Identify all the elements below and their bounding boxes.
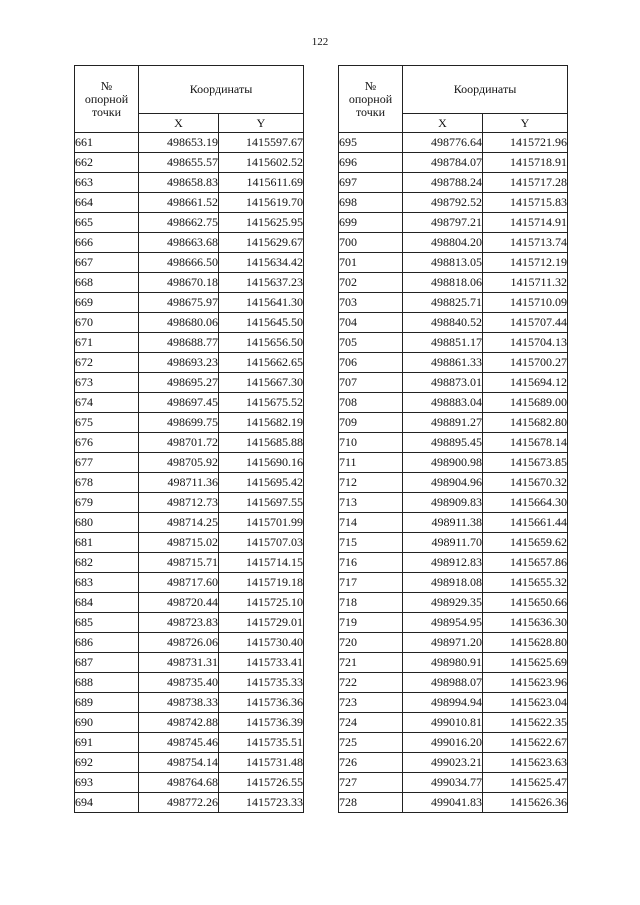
x-coordinate-cell: 498720.44 — [139, 593, 219, 613]
x-coordinate-cell: 498861.33 — [403, 353, 483, 373]
point-number-cell: 699 — [339, 213, 403, 233]
y-coordinate-cell: 1415636.30 — [483, 613, 568, 633]
point-number-cell: 685 — [75, 613, 139, 633]
y-coordinate-cell: 1415682.80 — [483, 413, 568, 433]
y-coordinate-cell: 1415697.55 — [219, 493, 304, 513]
y-coordinate-cell: 1415723.33 — [219, 793, 304, 813]
point-number-cell: 682 — [75, 553, 139, 573]
point-number-cell: 694 — [75, 793, 139, 813]
table-row — [75, 353, 304, 373]
x-coordinate-cell: 498711.36 — [139, 473, 219, 493]
y-coordinate-cell: 1415711.32 — [483, 273, 568, 293]
table-body-right — [339, 133, 568, 813]
point-number-cell: 703 — [339, 293, 403, 313]
point-number-cell: 705 — [339, 333, 403, 353]
table-row — [339, 593, 568, 613]
point-number-cell: 666 — [75, 233, 139, 253]
x-coordinate-cell: 499010.81 — [403, 713, 483, 733]
y-coordinate-cell: 1415710.09 — [483, 293, 568, 313]
point-number-cell: 702 — [339, 273, 403, 293]
y-coordinate-cell: 1415725.10 — [219, 593, 304, 613]
point-number-cell: 683 — [75, 573, 139, 593]
point-number-cell: 707 — [339, 373, 403, 393]
y-coordinate-cell: 1415602.52 — [219, 153, 304, 173]
point-number-cell: 691 — [75, 733, 139, 753]
point-number-cell: 661 — [75, 133, 139, 153]
x-coordinate-cell: 498954.95 — [403, 613, 483, 633]
x-coordinate-cell: 498693.23 — [139, 353, 219, 373]
table-row — [75, 273, 304, 293]
point-number-cell: 723 — [339, 693, 403, 713]
point-number-cell: 667 — [75, 253, 139, 273]
table-row — [339, 713, 568, 733]
point-number-cell: 713 — [339, 493, 403, 513]
point-number-cell: 689 — [75, 693, 139, 713]
y-coordinate-cell: 1415712.19 — [483, 253, 568, 273]
table-row — [75, 573, 304, 593]
x-coordinate-cell: 498714.25 — [139, 513, 219, 533]
point-number-cell: 704 — [339, 313, 403, 333]
y-coordinate-cell: 1415637.23 — [219, 273, 304, 293]
x-coordinate-cell: 498723.83 — [139, 613, 219, 633]
table-row — [339, 213, 568, 233]
y-coordinate-cell: 1415733.41 — [219, 653, 304, 673]
point-number-cell: 727 — [339, 773, 403, 793]
point-number-cell: 717 — [339, 573, 403, 593]
x-coordinate-cell: 499023.21 — [403, 753, 483, 773]
y-coordinate-cell: 1415622.67 — [483, 733, 568, 753]
x-coordinate-cell: 498675.97 — [139, 293, 219, 313]
point-number-cell: 695 — [339, 133, 403, 153]
x-coordinate-cell: 498988.07 — [403, 673, 483, 693]
x-coordinate-cell: 498980.91 — [403, 653, 483, 673]
x-coordinate-cell: 498851.17 — [403, 333, 483, 353]
table-row — [75, 313, 304, 333]
table-row — [75, 713, 304, 733]
x-coordinate-cell: 498666.50 — [139, 253, 219, 273]
x-coordinate-cell: 498909.83 — [403, 493, 483, 513]
table-row — [75, 293, 304, 313]
x-coordinate-cell: 498883.04 — [403, 393, 483, 413]
y-coordinate-cell: 1415729.01 — [219, 613, 304, 633]
x-coordinate-cell: 498680.06 — [139, 313, 219, 333]
x-coordinate-cell: 498900.98 — [403, 453, 483, 473]
x-coordinate-cell: 498754.14 — [139, 753, 219, 773]
point-number-cell: 672 — [75, 353, 139, 373]
x-coordinate-cell: 498784.07 — [403, 153, 483, 173]
table-row — [75, 473, 304, 493]
table-row — [339, 733, 568, 753]
y-coordinate-cell: 1415694.12 — [483, 373, 568, 393]
table-row — [339, 573, 568, 593]
coordinates-table-right — [338, 65, 568, 813]
y-coordinate-cell: 1415641.30 — [219, 293, 304, 313]
point-number-cell: 690 — [75, 713, 139, 733]
y-coordinate-cell: 1415714.15 — [219, 553, 304, 573]
y-coordinate-cell: 1415731.48 — [219, 753, 304, 773]
table-row — [339, 293, 568, 313]
table-row — [75, 433, 304, 453]
table-row — [75, 633, 304, 653]
y-coordinate-cell: 1415664.30 — [483, 493, 568, 513]
point-number-cell: 662 — [75, 153, 139, 173]
page-number: 122 — [311, 36, 329, 48]
table-row — [339, 493, 568, 513]
point-number-cell: 671 — [75, 333, 139, 353]
x-coordinate-cell: 498662.75 — [139, 213, 219, 233]
table-row — [339, 753, 568, 773]
y-coordinate-cell: 1415626.36 — [483, 793, 568, 813]
table-row — [75, 233, 304, 253]
table-row — [75, 673, 304, 693]
coordinates-header: Координаты — [403, 66, 568, 114]
table-row — [339, 173, 568, 193]
table-row — [339, 553, 568, 573]
table-row — [339, 793, 568, 813]
table-row — [339, 533, 568, 553]
x-coordinate-cell: 498705.92 — [139, 453, 219, 473]
y-coordinate-cell: 1415625.47 — [483, 773, 568, 793]
table-row — [75, 653, 304, 673]
point-number-cell: 674 — [75, 393, 139, 413]
y-coordinate-cell: 1415657.86 — [483, 553, 568, 573]
point-number-cell: 676 — [75, 433, 139, 453]
table-row — [339, 453, 568, 473]
y-coordinate-cell: 1415597.67 — [219, 133, 304, 153]
table-body-left — [75, 133, 304, 813]
x-coordinate-cell: 498873.01 — [403, 373, 483, 393]
x-coordinate-cell: 498658.83 — [139, 173, 219, 193]
x-coordinate-cell: 498840.52 — [403, 313, 483, 333]
y-coordinate-cell: 1415726.55 — [219, 773, 304, 793]
y-header: Y — [483, 114, 568, 133]
point-number-cell: 722 — [339, 673, 403, 693]
x-coordinate-cell: 498653.19 — [139, 133, 219, 153]
x-coordinate-cell: 498712.73 — [139, 493, 219, 513]
table-row — [75, 733, 304, 753]
y-coordinate-cell: 1415690.16 — [219, 453, 304, 473]
table-row — [75, 533, 304, 553]
y-coordinate-cell: 1415695.42 — [219, 473, 304, 493]
table-row — [339, 473, 568, 493]
table-row — [75, 453, 304, 473]
x-coordinate-cell: 498813.05 — [403, 253, 483, 273]
coordinates-header: Координаты — [139, 66, 304, 114]
x-coordinate-cell: 498699.75 — [139, 413, 219, 433]
y-coordinate-cell: 1415682.19 — [219, 413, 304, 433]
x-coordinate-cell: 498735.40 — [139, 673, 219, 693]
y-coordinate-cell: 1415719.18 — [219, 573, 304, 593]
table-row — [339, 393, 568, 413]
table-row — [339, 693, 568, 713]
point-number-cell: 668 — [75, 273, 139, 293]
y-coordinate-cell: 1415625.69 — [483, 653, 568, 673]
table-row — [339, 613, 568, 633]
point-number-cell: 720 — [339, 633, 403, 653]
y-coordinate-cell: 1415662.65 — [219, 353, 304, 373]
y-coordinate-cell: 1415735.51 — [219, 733, 304, 753]
point-number-cell: 701 — [339, 253, 403, 273]
y-coordinate-cell: 1415661.44 — [483, 513, 568, 533]
y-coordinate-cell: 1415721.96 — [483, 133, 568, 153]
y-coordinate-cell: 1415685.88 — [219, 433, 304, 453]
y-header: Y — [219, 114, 304, 133]
y-coordinate-cell: 1415701.99 — [219, 513, 304, 533]
table-row — [75, 253, 304, 273]
x-coordinate-cell: 498929.35 — [403, 593, 483, 613]
y-coordinate-cell: 1415673.85 — [483, 453, 568, 473]
x-coordinate-cell: 498904.96 — [403, 473, 483, 493]
x-coordinate-cell: 498895.45 — [403, 433, 483, 453]
y-coordinate-cell: 1415707.03 — [219, 533, 304, 553]
x-coordinate-cell: 498891.27 — [403, 413, 483, 433]
table-row — [339, 773, 568, 793]
point-number-cell: 665 — [75, 213, 139, 233]
point-number-cell: 696 — [339, 153, 403, 173]
y-coordinate-cell: 1415715.83 — [483, 193, 568, 213]
point-number-header: № опорной точки — [339, 66, 403, 133]
table-row — [339, 673, 568, 693]
table-row — [75, 133, 304, 153]
x-coordinate-cell: 498717.60 — [139, 573, 219, 593]
point-number-cell: 725 — [339, 733, 403, 753]
point-number-cell: 718 — [339, 593, 403, 613]
x-coordinate-cell: 498776.64 — [403, 133, 483, 153]
point-number-cell: 724 — [339, 713, 403, 733]
point-number-cell: 678 — [75, 473, 139, 493]
y-coordinate-cell: 1415736.36 — [219, 693, 304, 713]
x-coordinate-cell: 498911.70 — [403, 533, 483, 553]
table-row — [75, 393, 304, 413]
x-coordinate-cell: 498670.18 — [139, 273, 219, 293]
point-number-cell: 670 — [75, 313, 139, 333]
x-coordinate-cell: 498697.45 — [139, 393, 219, 413]
y-coordinate-cell: 1415623.63 — [483, 753, 568, 773]
x-coordinate-cell: 498731.31 — [139, 653, 219, 673]
y-coordinate-cell: 1415717.28 — [483, 173, 568, 193]
x-coordinate-cell: 498825.71 — [403, 293, 483, 313]
table-row — [339, 513, 568, 533]
point-number-cell: 711 — [339, 453, 403, 473]
y-coordinate-cell: 1415619.70 — [219, 193, 304, 213]
point-number-cell: 721 — [339, 653, 403, 673]
y-coordinate-cell: 1415700.27 — [483, 353, 568, 373]
point-number-cell: 712 — [339, 473, 403, 493]
point-number-cell: 716 — [339, 553, 403, 573]
x-coordinate-cell: 498715.02 — [139, 533, 219, 553]
table-row — [339, 253, 568, 273]
y-coordinate-cell: 1415659.62 — [483, 533, 568, 553]
y-coordinate-cell: 1415667.30 — [219, 373, 304, 393]
point-number-cell: 726 — [339, 753, 403, 773]
y-coordinate-cell: 1415656.50 — [219, 333, 304, 353]
table-row — [339, 413, 568, 433]
table-row — [75, 753, 304, 773]
y-coordinate-cell: 1415645.50 — [219, 313, 304, 333]
table-row — [75, 213, 304, 233]
y-coordinate-cell: 1415623.96 — [483, 673, 568, 693]
table-row — [75, 493, 304, 513]
point-number-cell: 684 — [75, 593, 139, 613]
point-number-cell: 706 — [339, 353, 403, 373]
x-coordinate-cell: 498715.71 — [139, 553, 219, 573]
x-coordinate-cell: 498726.06 — [139, 633, 219, 653]
x-coordinate-cell: 498792.52 — [403, 193, 483, 213]
table-row — [75, 553, 304, 573]
table-row — [75, 613, 304, 633]
y-coordinate-cell: 1415675.52 — [219, 393, 304, 413]
point-number-cell: 686 — [75, 633, 139, 653]
point-number-cell: 664 — [75, 193, 139, 213]
table-row — [339, 233, 568, 253]
table-row — [75, 693, 304, 713]
y-coordinate-cell: 1415704.13 — [483, 333, 568, 353]
point-number-cell: 675 — [75, 413, 139, 433]
point-number-cell: 677 — [75, 453, 139, 473]
table-row — [339, 653, 568, 673]
y-coordinate-cell: 1415650.66 — [483, 593, 568, 613]
point-number-cell: 698 — [339, 193, 403, 213]
point-number-cell: 692 — [75, 753, 139, 773]
point-number-cell: 714 — [339, 513, 403, 533]
x-header: X — [139, 114, 219, 133]
x-coordinate-cell: 498818.06 — [403, 273, 483, 293]
x-coordinate-cell: 498738.33 — [139, 693, 219, 713]
table-row — [339, 333, 568, 353]
x-coordinate-cell: 498695.27 — [139, 373, 219, 393]
x-coordinate-cell: 498661.52 — [139, 193, 219, 213]
table-row — [339, 373, 568, 393]
y-coordinate-cell: 1415689.00 — [483, 393, 568, 413]
table-row — [75, 173, 304, 193]
x-coordinate-cell: 498971.20 — [403, 633, 483, 653]
y-coordinate-cell: 1415670.32 — [483, 473, 568, 493]
x-coordinate-cell: 499016.20 — [403, 733, 483, 753]
x-coordinate-cell: 498911.38 — [403, 513, 483, 533]
y-coordinate-cell: 1415628.80 — [483, 633, 568, 653]
y-coordinate-cell: 1415622.35 — [483, 713, 568, 733]
x-coordinate-cell: 498918.08 — [403, 573, 483, 593]
table-row — [75, 333, 304, 353]
table-row — [339, 193, 568, 213]
table-row — [339, 273, 568, 293]
x-coordinate-cell: 498788.24 — [403, 173, 483, 193]
x-coordinate-cell: 499041.83 — [403, 793, 483, 813]
y-coordinate-cell: 1415623.04 — [483, 693, 568, 713]
point-number-cell: 680 — [75, 513, 139, 533]
point-number-cell: 708 — [339, 393, 403, 413]
x-coordinate-cell: 498742.88 — [139, 713, 219, 733]
y-coordinate-cell: 1415611.69 — [219, 173, 304, 193]
table-row — [75, 513, 304, 533]
table-row — [339, 433, 568, 453]
point-number-cell: 663 — [75, 173, 139, 193]
table-row — [75, 793, 304, 813]
table-row — [339, 133, 568, 153]
table-row — [75, 373, 304, 393]
y-coordinate-cell: 1415629.67 — [219, 233, 304, 253]
y-coordinate-cell: 1415634.42 — [219, 253, 304, 273]
table-row — [75, 153, 304, 173]
point-number-cell: 715 — [339, 533, 403, 553]
y-coordinate-cell: 1415678.14 — [483, 433, 568, 453]
table-row — [339, 153, 568, 173]
x-coordinate-cell: 498764.68 — [139, 773, 219, 793]
coordinates-table-left — [74, 65, 304, 813]
x-coordinate-cell: 498912.83 — [403, 553, 483, 573]
x-coordinate-cell: 498994.94 — [403, 693, 483, 713]
y-coordinate-cell: 1415735.33 — [219, 673, 304, 693]
table-row — [75, 773, 304, 793]
point-number-cell: 693 — [75, 773, 139, 793]
table-row — [339, 353, 568, 373]
x-coordinate-cell: 498701.72 — [139, 433, 219, 453]
point-number-cell: 679 — [75, 493, 139, 513]
y-coordinate-cell: 1415713.74 — [483, 233, 568, 253]
x-coordinate-cell: 499034.77 — [403, 773, 483, 793]
x-coordinate-cell: 498804.20 — [403, 233, 483, 253]
table-row — [75, 193, 304, 213]
y-coordinate-cell: 1415730.40 — [219, 633, 304, 653]
table-row — [75, 413, 304, 433]
point-number-cell: 669 — [75, 293, 139, 313]
x-coordinate-cell: 498772.26 — [139, 793, 219, 813]
x-coordinate-cell: 498663.68 — [139, 233, 219, 253]
point-number-header: № опорной точки — [75, 66, 139, 133]
point-number-cell: 719 — [339, 613, 403, 633]
point-number-cell: 697 — [339, 173, 403, 193]
point-number-cell: 688 — [75, 673, 139, 693]
y-coordinate-cell: 1415736.39 — [219, 713, 304, 733]
x-coordinate-cell: 498688.77 — [139, 333, 219, 353]
y-coordinate-cell: 1415625.95 — [219, 213, 304, 233]
y-coordinate-cell: 1415707.44 — [483, 313, 568, 333]
table-row — [339, 313, 568, 333]
point-number-cell: 687 — [75, 653, 139, 673]
table-row — [339, 633, 568, 653]
table-row — [75, 593, 304, 613]
x-coordinate-cell: 498655.57 — [139, 153, 219, 173]
point-number-cell: 709 — [339, 413, 403, 433]
point-number-cell: 673 — [75, 373, 139, 393]
x-coordinate-cell: 498745.46 — [139, 733, 219, 753]
x-coordinate-cell: 498797.21 — [403, 213, 483, 233]
point-number-cell: 700 — [339, 233, 403, 253]
x-header: X — [403, 114, 483, 133]
y-coordinate-cell: 1415655.32 — [483, 573, 568, 593]
y-coordinate-cell: 1415714.91 — [483, 213, 568, 233]
point-number-cell: 710 — [339, 433, 403, 453]
y-coordinate-cell: 1415718.91 — [483, 153, 568, 173]
point-number-cell: 681 — [75, 533, 139, 553]
point-number-cell: 728 — [339, 793, 403, 813]
